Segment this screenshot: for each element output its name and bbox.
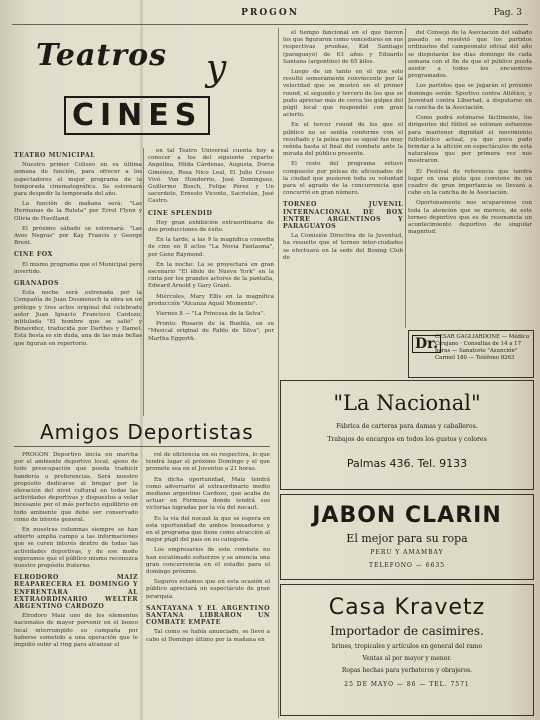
article-paragraph: El mismo programa que el Municipal pero invertido. (14, 261, 142, 275)
article-paragraph: Tal como se había anunciado, se llevó a cabo el Domingo último por la mañana en (146, 629, 270, 643)
article-paragraph: Los partidos que se jugarán el próximo domingo serán: Sportivo contra Atlético, y Juventud contra Libertad, a disputarse en la cancha de la Asociación. (408, 83, 532, 112)
article-paragraph: PROGON Deportivo inicia en marcha por el ambiente deportivo local, ajeno de todo preocupación que pueda traducir bandería o preferencias. Será nuestro propósito dedicarse al bregar por la elevación del nivel cultural en todas las actividades deportivas y dispuestos a velar incesante por el más perfecto equilibrio en todo ambiente que debe ser conservado como de interés general. (14, 452, 138, 523)
ad-slogan: Importador de casimires. (330, 624, 484, 638)
article-paragraph: En la tarde, a las 9 la magnífica comedia de cine en 8 actos "La Novia Fantasma", por Gene Raymond. (148, 237, 274, 258)
jabon-clarin-advertisement (280, 494, 534, 580)
section-heading: ELRODORO MAIZ REAPARECERA EL DOMINGO Y ENFRENTARA AL EXTRAORDINARIO WELTER ARGENTINO CARDOZO (14, 574, 138, 611)
article-paragraph: Oportunamente nos ocuparemos con toda la atención que se merece, de este torneo deportivo que es de resonancia un acontecimiento deportivo de singular magnitud. (408, 200, 532, 236)
sports-column-4 (283, 30, 403, 330)
section-heading: GRANADOS (14, 280, 59, 288)
section-heading: CINE FOX (14, 251, 53, 259)
column-divider (278, 28, 279, 718)
ad-line: Fábrica de carteras para damas y caballeros. (336, 423, 478, 430)
article-paragraph: Hoy gran exhibición extraordinaria de dos producciones de éxito. (148, 219, 274, 234)
article-paragraph: El próximo sábado se estrenará: "Las Aves Negras" por Kay Francis y George Brent. (14, 225, 142, 247)
ad-line: Trabajos de encargos en todos los gustos y colores (327, 436, 487, 443)
column-divider (405, 28, 406, 328)
ad-address: PERU Y AMAMBAY (370, 549, 444, 556)
article-paragraph: el tiempo funcional en el que fueron los que figuraron como vencedores en sus respectivas pruebas, Kid Santiago (paraguayo) de 63 años y Eduardo Santana (argentino) de 65 kilos. (283, 30, 403, 65)
theater-column-1 (14, 148, 142, 418)
article-paragraph: La Comisión Directiva de la Juventud, ha resuelto que el torneo inter-ciudades se efectuará en la sede del Boxing Club de (283, 233, 403, 261)
header-rule (12, 24, 528, 25)
ad-line: brines, tropicales y artículos en general del ramo (331, 643, 483, 650)
article-paragraph: Como podrá estimarse fácilmente, los dirigentes del fútbol se estiman esfuerzos para mantener dignidad el movimiento futbolístico actual, ya que poco pudo brindar a la afición en espectáculos de esta naturaleza que por primera vez nos mostraron. (408, 115, 532, 165)
logo-conj: y (206, 48, 227, 89)
page-header (10, 8, 530, 22)
article-paragraph: del Consejo de la Asociación del sábado pasado se resolvió que los partidos ordinarios del campeonato oficial del año se disputarán los días domingo de cada semana con el fin de que el público pueda asistir a todos los encuentros programados. (408, 30, 532, 80)
article-paragraph: El Festival de referencia que tendrá lugar en una pista que conviene de un cuadro de gran importancia se llevará a cabo en la cancha de la Asociación. (408, 168, 532, 197)
doctor-advertisement (408, 330, 534, 378)
article-paragraph: En nuestras columnas siempre se han abierto amplia campo a las informaciones que se curen interés dentro de todas las actividades deportivas, y de ese modo esperamos que el público mismo reconozca nuestro propósito fraterno. (14, 527, 138, 570)
article-paragraph: En el tercer round de los que el público no se sentía conforme con el resultado y la pelea que se siguió fue muy reñida hasta el final del combate ante la mirada del público presente. (283, 122, 403, 158)
casa-kravetz-advertisement (280, 584, 534, 716)
ad-address: 25 DE MAYO — 86 — TEL. 7571 (344, 681, 470, 688)
amigos-column-b (146, 452, 270, 716)
column-divider (143, 148, 144, 416)
article-paragraph: Nuestro primer Coliseo en su última semana de función, para ofrecer a los espectadores el mejor programa de la temporada cinematográfica. Se estrenará para despedir la temporada del año. (14, 162, 142, 198)
ad-title: "La Nacional" (333, 391, 481, 415)
doctor-line: CESAR GAGLIARDONE — Médico Cirujano · Consultas de 14 a 17 (435, 334, 529, 347)
amigos-column-a (14, 452, 138, 716)
article-paragraph: en tal Teatro Universal cuenta hoy a conocer a los del siguiente reparto: Angelina, Hilda Cárdenas, Augusta, Dorca Giménez, Rosa Nico Leal, El Julio Crosio Vivó. Von Hondorrio, José Dominguez, Guillermo Bosch, Felipe Pérez y Un sacerdote, Ernesto Vicente, Sacristán, José Castro. (148, 148, 274, 205)
article-paragraph: Es la vía del nocaut la que se espera en esta oportunidad de ambos boxeadores y en el programa que tiene como atracción al mejor púgil del país en su categoría. (146, 515, 270, 544)
section-heading: CINE SPLENDID (148, 209, 213, 217)
section-heading: SANTAYANA Y EL ARGENTINO SANTANA LIBRARON UN COMBATE EMPATE (146, 604, 270, 627)
ad-phone: TELEFONO — 6635 (368, 562, 446, 569)
article-paragraph: Pronto: Rosario de la Buebla, en su "Musical original de Pablo de Silva", por Martha Eggerth. (148, 321, 274, 342)
article-paragraph: En dicha oportunidad, Maiz tendrá como adversario al extraordinario medio mediano argentino Cardozo, que acaba de actuar en Formosa donde tendrá sus victorias logradas por la vía del nocaut. (146, 476, 270, 512)
doctor-line: Carmel 180 — Teléfono 8263 (435, 355, 515, 361)
article-paragraph: El resto del programa estuvo compuesto por peleas de aficionados de la ciudad que pusieron toda su voluntad para el agrado de la concurrencia que concurrió en gran número. (283, 161, 403, 197)
page-number: Pag. 3 (493, 8, 522, 18)
section-heading: TORNEO JUVENIL INTERNACIONAL DE BOX ENTRE ARGENTINOS Y PARAGUAYOS (283, 201, 403, 231)
article-paragraph: Esta noche será estrenada por la Compañía de Juan Dosmenech la obra en un prólogo y tres actos original del celebrado autor Juan Ignacio Francisco Cardozo, intitulada "El hombre que se salió" y Benavidez, traducida por Darthes y Damel. Esta fiesta es sin duda, una de las más bellas que figuran en repertorio. (14, 290, 142, 347)
logo-line2: CINES (64, 96, 210, 135)
ad-title: JABON CLARIN (312, 503, 502, 528)
doctor-details (435, 334, 530, 362)
ad-phone: Palmas 436. Tel. 9133 (346, 457, 468, 470)
newspaper-title: PROGON (241, 8, 299, 18)
ad-slogan: El mejor para su ropa (346, 532, 468, 545)
doctor-line: horas — Sanatorio "Asunción" (435, 348, 518, 354)
article-paragraph: La función de mañana será: "Las Hermanas de la Ruleta" por Errol Flynn y Olivia de Havilland. (14, 201, 142, 222)
la-nacional-advertisement (280, 380, 534, 490)
amigos-deportistas-heading: Amigos Deportistas (40, 420, 254, 444)
teatros-y-cines-logo (36, 38, 246, 146)
ad-line: Ventas al por mayor y menor. (362, 655, 452, 662)
ad-title: Casa Kravetz (328, 595, 486, 620)
theater-column-2 (148, 148, 274, 418)
article-paragraph: rol de eficiencia en su respectiva, lo que tendrá lugar el próximo Domingo y el que promete sea en el Juventus a 21 horas. (146, 452, 270, 473)
section-rule (14, 446, 270, 447)
article-paragraph: Viernes 8 — "La Princesa de la Selva". (156, 311, 265, 318)
logo-line1: Teatros (36, 38, 167, 73)
article-paragraph: Los empresarios de este combate no han escatimado esfuerzos y se anuncia una gran concurrencia en el estadio para el domingo próximo. (146, 547, 270, 576)
article-paragraph: En la noche: La se proyectará en gran escenario "El ídolo de Nueva York" en la cinta por los grandes actores de la pantalla, Edward Arnold y Gary Grant. (148, 261, 274, 290)
section-heading: TEATRO MUNICIPAL (14, 152, 96, 159)
article-paragraph: Seguros estamos que en esta ocasión el público apreciará un espectáculo de gran jerarquía. (146, 579, 270, 600)
article-paragraph: Miércoles, Mary Ellis en la magnífica producción "Alcanza Aquel Momento". (148, 293, 274, 307)
article-paragraph: Luego de un tanto en el que solo resultó someramente convincente por la velocidad que se mostró en el primer round, el segundo y tercero de los que se pudo apreciar más de cerca los golpes del púgil local que respondió con gran acierto. (283, 69, 403, 119)
doctor-mark: Dr. (412, 335, 441, 353)
article-paragraph: Elrodoro Maiz uno de los elementos nacionales de mayor porvenir en el boxeo local interrumpido su campaña por haberse sometido a una operación que le impidió subir al ring para alcanzar el (14, 613, 138, 649)
sports-column-5 (408, 30, 532, 330)
ad-line: Ropas hechas para yerbateros y obrajeros. (341, 667, 473, 674)
